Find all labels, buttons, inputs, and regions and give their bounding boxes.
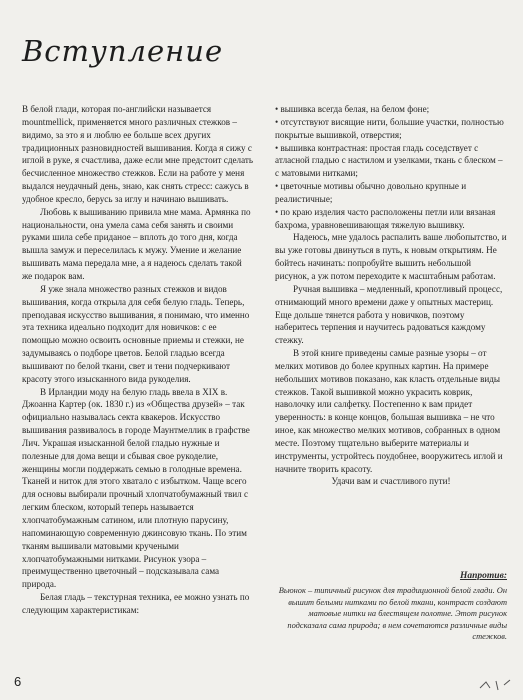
- closing-line: Удачи вам и счастливого пути!: [331, 476, 451, 487]
- bullet-item: • по краю изделия часто расположены петли или вязаная бахрома, уравновешивающая тяжелую вышивку.: [275, 206, 496, 230]
- paragraph: Любовь к вышиванию привила мне мама. Армянка по национальности, она умела сама себя занять и своими руками шила себе приданое – вплоть до того дня, когда вышла замуж и переселилась к мужу. Умение и желание вышивать мама передала мне, а я надеюсь сделать такой же подарок вам.: [22, 206, 251, 281]
- paragraph: Белая гладь – текстурная техника, ее можно узнать по следующим характеристикам:: [22, 592, 250, 615]
- paragraph: В этой книге приведены самые разные узоры – от мелких мотивов до более крупных картин. На примере небольших мотивов показано, как класть отдельные виды стежков. Такой вышивкой можно украсить коврик, наволочку или салфетку. Постепенно к вам придет уверенность: в конце концов, большая вышивка – не что иное, как множество мелких мотивов, собранных в одном месте. Поэтому тщательно выберите материалы и инструменты, устройтесь поудобнее, вооружитесь иглой и начните творить красоту.: [275, 348, 503, 474]
- caption-heading: Напротив:: [459, 571, 507, 581]
- page-number: 6: [14, 674, 22, 689]
- left-column: [22, 103, 254, 617]
- paragraph: В Ирландии моду на белую гладь ввела в XIX в. Джоанна Картер (ок. 1830 г.) из «Общества друзей» – так официально называлась секта квакеров. Искусство вышивания развивалось в городе Маунтмеллик в графстве Лич. Украшая изысканной белой гладью нужные и полезные для дома вещи и сбывая свое рукоделие, женщины могли поддержать семью в голодные времена. Тканей и ниток для этого хватало с избытком. Чаще всего для основы выбирали прочный хлопчатобумажный твил с легким блеском, который теперь называется хлопчатобумажным сатином, или плотную парусину, напоминающую современную джинсовую ткань. По этим тканям вышивали матовыми кручеными хлопчатобумажными нитками. Рисунок узора – преимущественно цветочный – подсказывала сама природа.: [22, 386, 250, 590]
- paragraph: В белой глади, которая по-английски называется mountmellick, применяется много различных стежков – видимо, за это я и люблю ее больше всех других традиционных разновидностей вышивания. Когда я сижу с иглой в руке, я счастлива, даже если мне предстоит сделать бесчисленное множество стежков. Если на работе у меня выдался неудачный день, знаю, как снять стресс: сажусь в удобное кресло, берусь за иглу и начинаю вышивать.: [22, 104, 254, 204]
- page-title: Вступление: [22, 34, 224, 68]
- bullet-item: • отсутствуют висящие нити, большие участки, полностью покрытые вышивкой, отверстия;: [275, 116, 504, 140]
- photo-caption: [275, 571, 507, 642]
- paragraph: Я уже знала множество разных стежков и видов вышивания, когда открыла для себя белую гладь. Теперь, преподавая искусство вышивания, я понимаю, что именно эта техника идеально подходит для новичков: с ее помощью можно освоить основные приемы и стежки, не задумываясь о подборе цветов. Белой гладью всегда вышивают по белой ткани, свет и тени подчеркивают красоту этого изысканного вида рукоделия.: [22, 283, 250, 384]
- corner-mark-icon: [476, 676, 516, 694]
- bullet-item: • цветочные мотивы обычно довольно крупные и реалистичные;: [275, 181, 467, 204]
- bullet-item: • вышивка контрастная: простая гладь соседствует с атласной гладью с настилом и узелками, ткань с блеском – с матовыми нитками;: [275, 142, 503, 179]
- right-column: [275, 103, 507, 488]
- paragraph: Надеюсь, мне удалось распалить ваше любопытство, и вы уже готовы двинуться в путь, к новым открытиям. Не бойтесь начинать: попробуйте вышить небольшой рисунок, а уж потом переходите к масштабным работам.: [275, 232, 507, 281]
- paragraph: Ручная вышивка – медленный, кропотливый процесс, отнимающий много времени даже у опытных мастериц. Еще дольше тянется работа у новичков, поэтому наберитесь терпения и научитесь радоваться каждому стежку.: [275, 283, 503, 346]
- bullet-item: • вышивка всегда белая, на белом фоне;: [275, 104, 430, 114]
- caption-text: Вьюнок – типичный рисунок для традиционной белой глади. Он вышит белыми нитками по белой ткани, контраст создают матовые нитки на блестящем полотне. Этот рисунок подсказала сама природа; в нем сочетаются различные виды стежков.: [278, 586, 507, 642]
